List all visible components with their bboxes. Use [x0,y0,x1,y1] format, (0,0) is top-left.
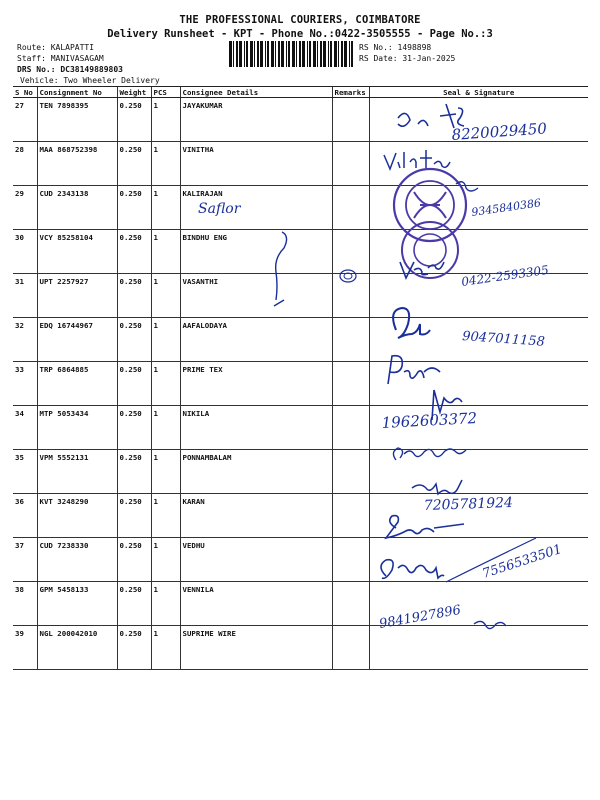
handwritten-phone-2: 9345840386 [470,196,542,219]
cell-signature [369,186,588,230]
cell-weight: 0.250 [117,538,151,582]
cell-weight: 0.250 [117,450,151,494]
handwritten-note-1: Saflor [198,201,241,217]
cell-consignee: NIKILA [180,406,332,450]
table-row [13,230,588,274]
cell-consignment-no: NGL 200042010 [37,626,117,670]
cell-consignment-no: CUD 2343138 [37,186,117,230]
cell-remarks [332,362,369,406]
cell-consignment-no: KVT 3248290 [37,494,117,538]
cell-remarks [332,230,369,274]
cell-consignment-no: TEN 7898395 [37,98,117,142]
cell-signature [369,230,588,274]
cell-consignee: JAYAKUMAR [180,98,332,142]
cell-pcs: 1 [151,230,180,274]
header-pcs: PCS [151,87,180,98]
cell-consignment-no: MTP 5053434 [37,406,117,450]
cell-consignee: AAFALODAYA [180,318,332,362]
table-row [13,186,588,230]
cell-sno: 27 [13,98,37,142]
cell-weight: 0.250 [117,274,151,318]
cell-pcs: 1 [151,494,180,538]
company-title: THE PROFESSIONAL COURIERS, COIMBATORE [179,14,421,26]
cell-weight: 0.250 [117,406,151,450]
cell-remarks [332,274,369,318]
table-row [13,626,588,670]
cell-consignment-no: MAA 868752398 [37,142,117,186]
handwritten-phone-1: 8220029450 [451,119,548,144]
cell-weight: 0.250 [117,186,151,230]
cell-consignee: PRIME TEX [180,362,332,406]
table-row [13,582,588,626]
cell-signature [369,362,588,406]
cell-weight: 0.250 [117,230,151,274]
cell-consignment-no: VCY 85258104 [37,230,117,274]
drs-label: DRS No.: DC38149889803 [17,65,123,74]
table-row [13,494,588,538]
cell-signature [369,98,588,142]
cell-signature [369,582,588,626]
cell-remarks [332,494,369,538]
handwritten-phone-8: 9841927896 [378,602,463,632]
cell-sno: 36 [13,494,37,538]
rs-date: RS Date: 31-Jan-2025 [359,54,456,63]
cell-consignee: VINITHA [180,142,332,186]
cell-signature [369,318,588,362]
cell-weight: 0.250 [117,98,151,142]
cell-weight: 0.250 [117,582,151,626]
cell-consignee: VEDHU [180,538,332,582]
cell-sno: 37 [13,538,37,582]
cell-pcs: 1 [151,626,180,670]
runsheet-table [13,86,588,670]
cell-consignment-no: VPM 5552131 [37,450,117,494]
cell-consignee: PONNAMBALAM [180,450,332,494]
cell-consignee: VASANTHI [180,274,332,318]
table-row [13,362,588,406]
header-sno: S No [13,87,37,98]
cell-remarks [332,406,369,450]
handwritten-phone-4: 9047011158 [461,329,546,350]
header-consignee: Consignee Details [180,87,332,98]
cell-remarks [332,186,369,230]
cell-signature [369,450,588,494]
cell-consignment-no: EDQ 16744967 [37,318,117,362]
cell-signature [369,494,588,538]
cell-sno: 39 [13,626,37,670]
header-consignment: Consignment No [37,87,117,98]
table-header-row [13,87,588,98]
cell-consignment-no: TRP 6864885 [37,362,117,406]
cell-pcs: 1 [151,538,180,582]
cell-remarks [332,626,369,670]
table-row [13,318,588,362]
header-signature: Seal & Signature [369,87,588,98]
cell-pcs: 1 [151,142,180,186]
vehicle-label: Vehicle: Two Wheeler Delivery [20,76,160,85]
cell-pcs: 1 [151,186,180,230]
table-row [13,98,588,142]
cell-sno: 30 [13,230,37,274]
table-row [13,538,588,582]
cell-signature [369,626,588,670]
cell-signature [369,538,588,582]
cell-signature [369,142,588,186]
cell-sno: 31 [13,274,37,318]
header-weight: Weight [117,87,151,98]
cell-consignment-no: CUD 7238330 [37,538,117,582]
cell-sno: 33 [13,362,37,406]
cell-remarks [332,98,369,142]
table-row [13,142,588,186]
cell-weight: 0.250 [117,494,151,538]
table-row [13,406,588,450]
runsheet-subtitle: Delivery Runsheet - KPT - Phone No.:0422-3505555 - Page No.:3 [107,28,493,40]
cell-consignment-no: UPT 2257927 [37,274,117,318]
cell-pcs: 1 [151,318,180,362]
table-row [13,274,588,318]
cell-consignee: KARAN [180,494,332,538]
cell-remarks [332,582,369,626]
cell-weight: 0.250 [117,142,151,186]
handwritten-phone-5: 1962603372 [381,409,478,432]
cell-sno: 38 [13,582,37,626]
handwritten-phone-6: 7205781924 [423,494,514,514]
cell-pcs: 1 [151,450,180,494]
cell-consignee: KALIRAJAN [180,186,332,230]
cell-weight: 0.250 [117,362,151,406]
cell-signature [369,406,588,450]
cell-remarks [332,538,369,582]
cell-remarks [332,318,369,362]
cell-consignee: SUPRIME WIRE [180,626,332,670]
cell-consignee: BINDHU ENG [180,230,332,274]
handwritten-phone-3: 0422-2593305 [460,262,550,289]
header-remarks: Remarks [332,87,369,98]
cell-consignment-no: GPM 5458133 [37,582,117,626]
cell-sno: 28 [13,142,37,186]
staff-label: Staff: MANIVASAGAM [17,54,104,63]
cell-consignee: VENNILA [180,582,332,626]
cell-pcs: 1 [151,98,180,142]
table-row [13,450,588,494]
cell-sno: 35 [13,450,37,494]
cell-pcs: 1 [151,274,180,318]
cell-sno: 29 [13,186,37,230]
cell-pcs: 1 [151,582,180,626]
cell-sno: 34 [13,406,37,450]
cell-weight: 0.250 [117,318,151,362]
cell-remarks [332,142,369,186]
cell-pcs: 1 [151,362,180,406]
handwritten-phone-7: 7556533501 [480,541,564,582]
cell-remarks [332,450,369,494]
route-label: Route: KALAPATTI [17,43,95,52]
barcode [229,41,355,67]
cell-sno: 32 [13,318,37,362]
rs-number: RS No.: 1498898 [359,43,432,52]
cell-pcs: 1 [151,406,180,450]
cell-signature [369,274,588,318]
cell-weight: 0.250 [117,626,151,670]
